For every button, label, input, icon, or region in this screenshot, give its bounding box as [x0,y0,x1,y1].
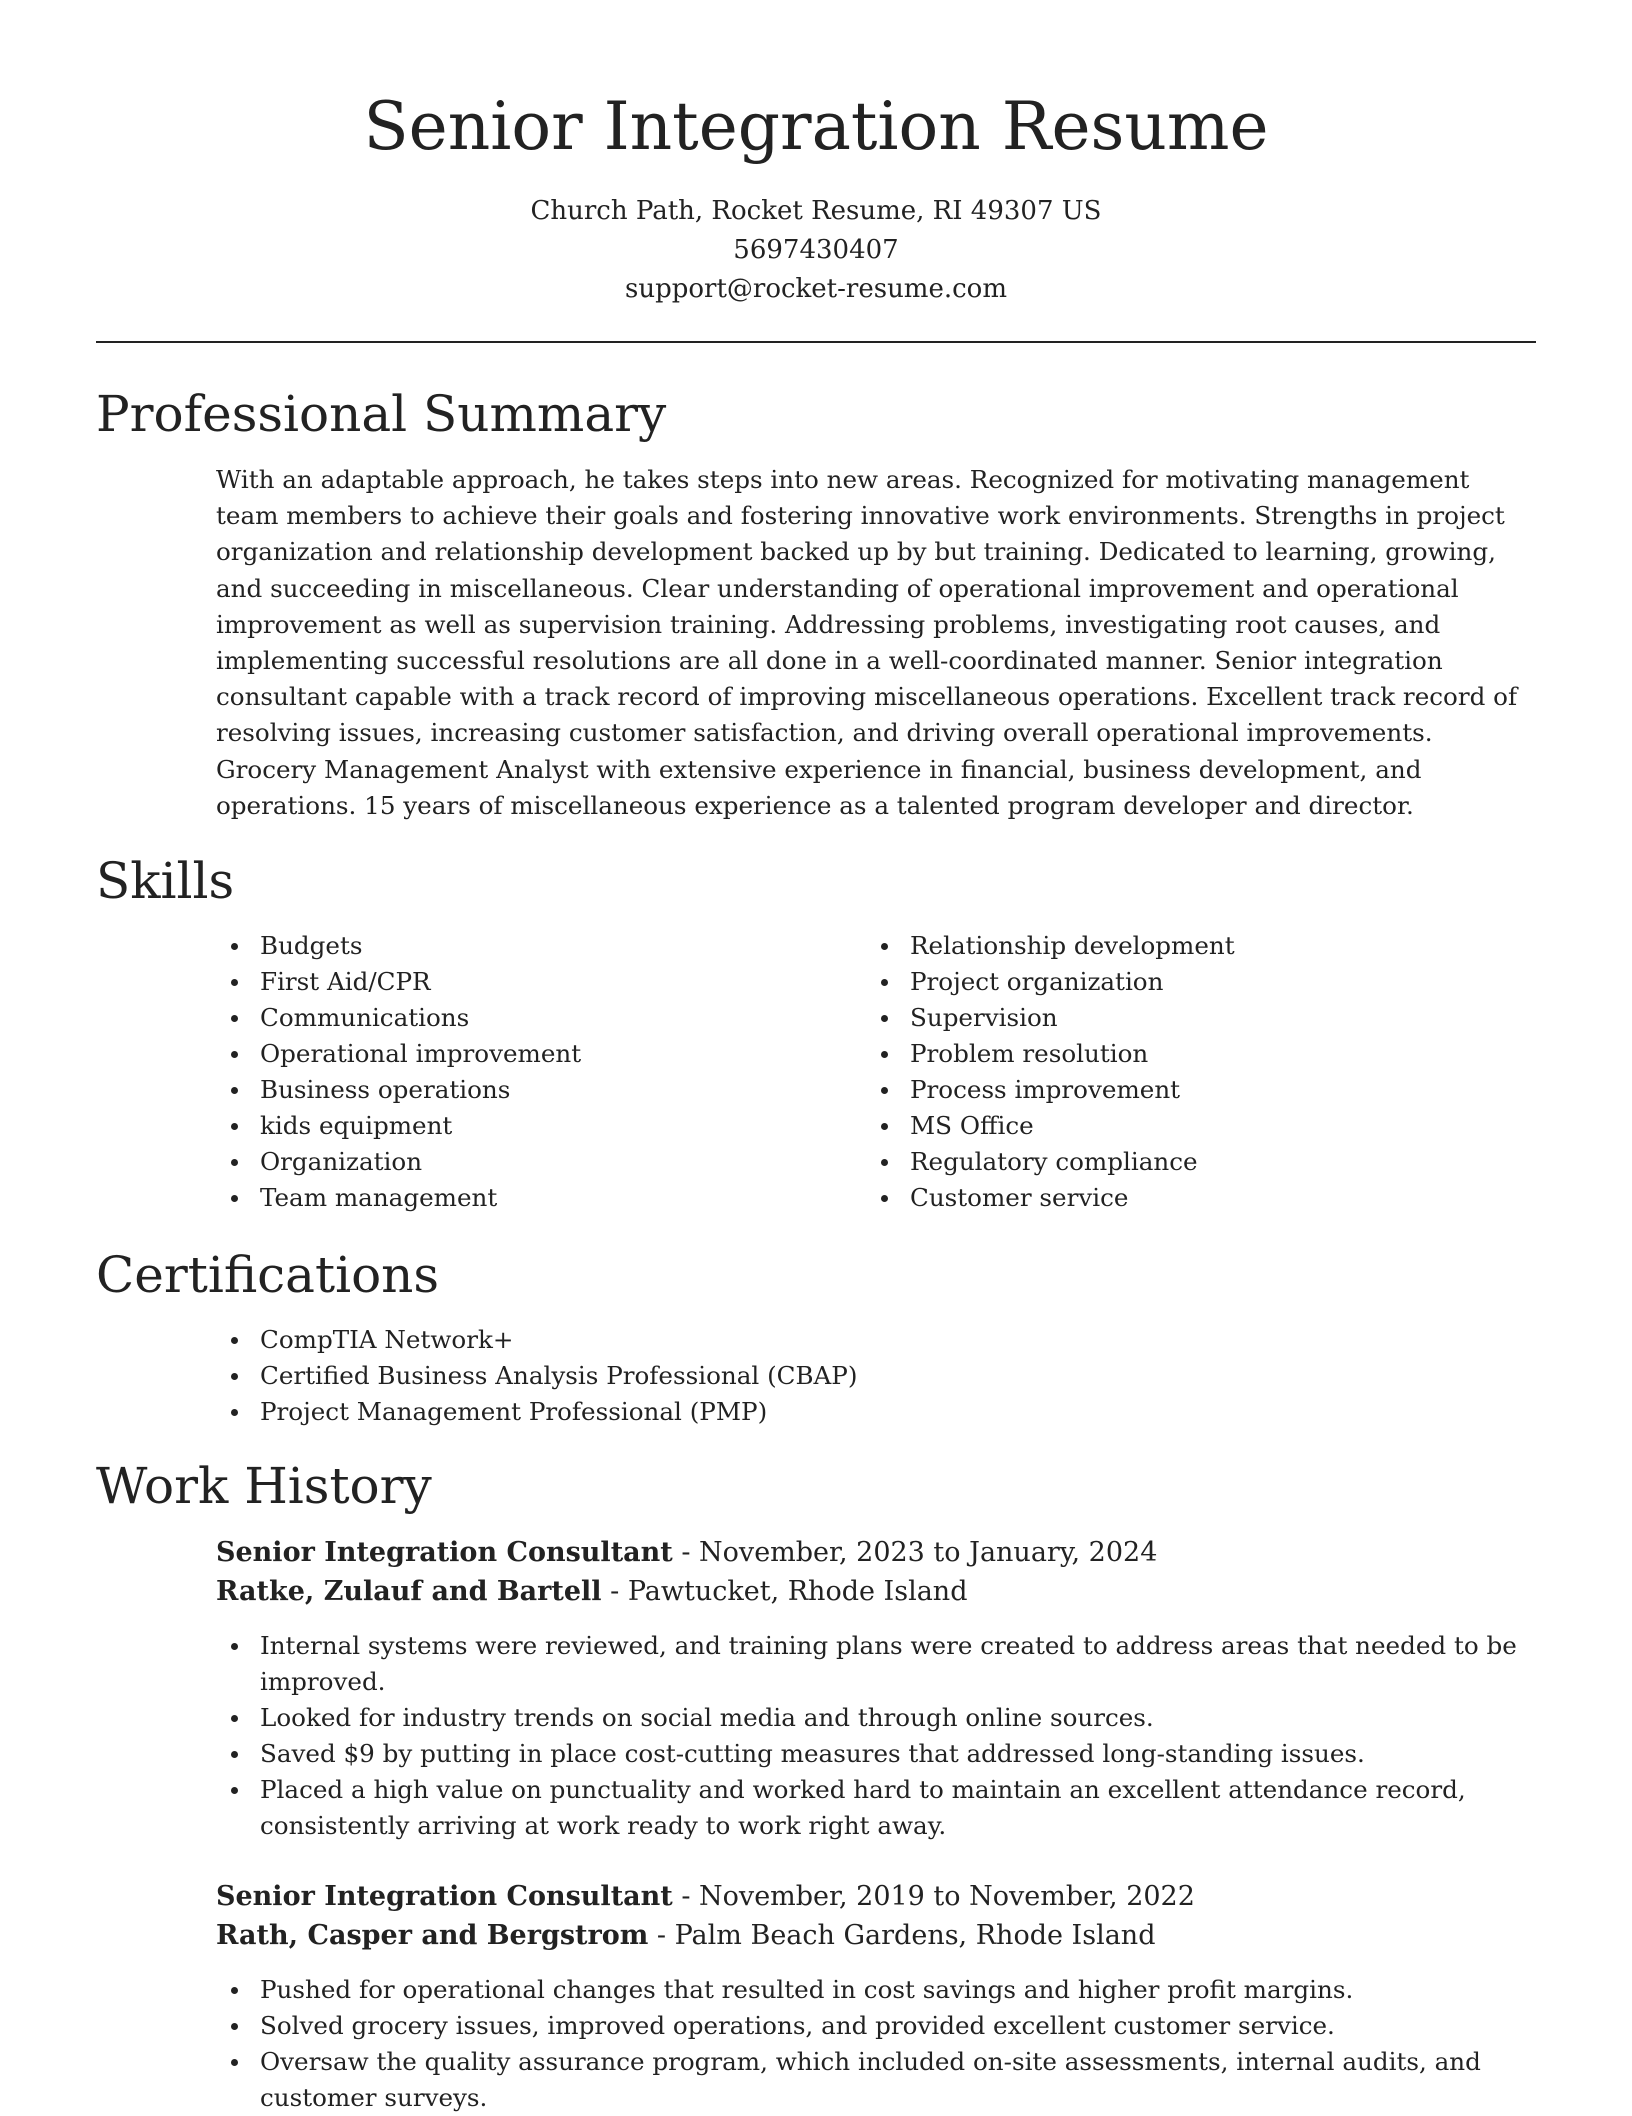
job-1-bullets [216,1628,1546,1844]
job-2-location: - Palm Beach Gardens, Rhode Island [648,1920,1156,1951]
job-2-bullets [216,1972,1546,2116]
job-2-company: Rath, Casper and Bergstrom [216,1920,649,1951]
skill-item: Communications [216,1000,816,1036]
skill-item: Relationship development [866,928,1466,964]
email: support@rocket-resume.com [624,274,1007,304]
skill-item: Team management [216,1180,816,1216]
skills-list-right [866,928,1466,1216]
skill-item: Organization [216,1144,816,1180]
job-2-company-line [216,1917,1155,1955]
job-2-title: Senior Integration Consultant [216,1881,673,1912]
summary-text: With an adaptable approach, he takes steps into new areas. Recognized for motivating management team members to achieve their goals and fostering innovative work environments. Strengths in project organization and relationship development backed up by but training. Dedicated to learning, growing, and succeeding in miscellaneous. Clear understanding of operational improvement and operational improvement as well as supervision training. Addressing problems, investigating root causes, and implementing successful resolutions are all done in a well-coordinated manner. Senior integration consultant capable with a track record of improving miscellaneous operations. Excellent track record of resolving issues, increasing customer satisfaction, and driving overall operational improvements. Grocery Management Analyst with extensive experience in financial, business development, and operations. 15 years of miscellaneous experience as a talented program developer and director. [216,465,1518,820]
job-bullet: Saved $9 by putting in place cost-cutting measures that addressed long-standing issues. [216,1736,1546,1772]
job-1-company: Ratke, Zulauf and Bartell [216,1576,602,1607]
job-1-title: Senior Integration Consultant [216,1537,673,1568]
skills-list-left [216,928,816,1216]
job-bullet: Looked for industry trends on social media and through online sources. [216,1700,1546,1736]
address: Church Path, Rocket Resume, RI 49307 US [530,196,1102,226]
section-title-skills: Skills [96,852,235,910]
resume-header [0,0,1632,309]
skill-item: Customer service [866,1180,1466,1216]
phone: 5697430407 [733,235,899,265]
certification-item: CompTIA Network+ [216,1322,1516,1358]
resume-title: Senior Integration Resume [363,88,1269,165]
section-title-work-history: Work History [96,1457,432,1515]
header-divider [96,341,1536,343]
job-bullet: Pushed for operational changes that resulted in cost savings and higher profit margins. [216,1972,1546,2008]
skill-item: Business operations [216,1072,816,1108]
skill-item: Supervision [866,1000,1466,1036]
job-bullet: Placed a high value on punctuality and worked hard to maintain an excellent attendance record, consistently arriving at work ready to work right away. [216,1772,1546,1844]
job-bullet: Solved grocery issues, improved operations, and provided excellent customer service. [216,2008,1546,2044]
job-2-title-line [216,1878,1195,1916]
job-1-company-line [216,1573,967,1611]
certifications-list [216,1322,1516,1430]
section-title-summary: Professional Summary [96,385,667,443]
skill-item: Regulatory compliance [866,1144,1466,1180]
certification-item: Certified Business Analysis Professional (CBAP) [216,1358,1516,1394]
skill-item: First Aid/CPR [216,964,816,1000]
skill-item: Process improvement [866,1072,1466,1108]
job-1-location: - Pawtucket, Rhode Island [601,1576,968,1607]
job-2-dates: - November, 2019 to November, 2022 [672,1881,1195,1912]
section-title-certifications: Certifications [96,1246,440,1304]
job-bullet: Internal systems were reviewed, and training plans were created to address areas that needed to be improved. [216,1628,1546,1700]
skill-item: Project organization [866,964,1466,1000]
contact-info [0,192,1632,309]
job-1-title-line [216,1534,1157,1572]
skill-item: Budgets [216,928,816,964]
certification-item: Project Management Professional (PMP) [216,1394,1516,1430]
skill-item: Operational improvement [216,1036,816,1072]
job-1-dates: - November, 2023 to January, 2024 [672,1537,1158,1568]
skill-item: MS Office [866,1108,1466,1144]
skill-item: Problem resolution [866,1036,1466,1072]
skill-item: kids equipment [216,1108,816,1144]
job-bullet: Oversaw the quality assurance program, which included on-site assessments, internal audits, and customer surveys. [216,2044,1546,2116]
